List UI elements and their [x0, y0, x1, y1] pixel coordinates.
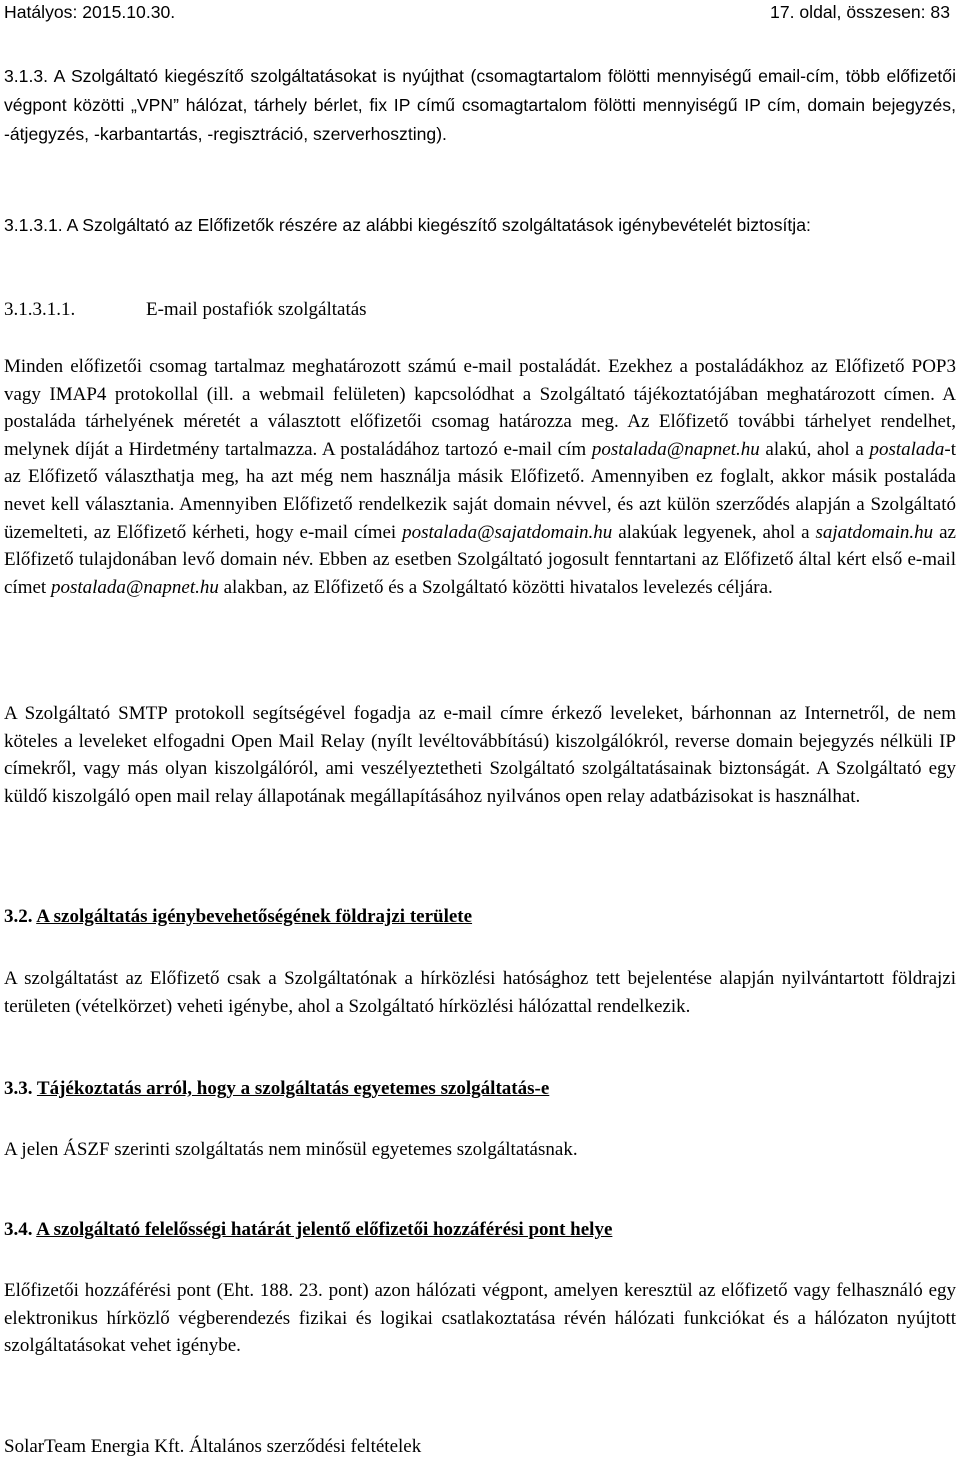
- document-page: [4, 0, 956, 1460]
- text-run: -t az Előfizető választhatja meg, ha azt még nem használja másik Előfizető. Amennyiben ez foglalt, akkor másik postaláda nevet kell választania. Amennyiben Előfizető rendelkezik saját domain névvel, és azt külön szerződés alapján a Szolgáltató üzemelteti, az Előfizető kérheti, hogy e-mail címei: [4, 438, 957, 543]
- subsection-title: E-mail postafiók szolgáltatás: [146, 299, 367, 320]
- email-mailbox-paragraph: [4, 353, 956, 601]
- paragraph-3-1-3-1: [4, 211, 956, 240]
- section-number: 3.4.: [4, 1219, 33, 1240]
- paragraph-3-1-3: [4, 62, 956, 149]
- text-run: az Előfizető tulajdonában levő domain név. Ebben az esetben Szolgáltató jogosult fenntartani az Előfizető által kért első e-mail címet: [4, 521, 956, 598]
- section-3-2-heading: [4, 903, 956, 931]
- domain-example: sajatdomain.hu: [815, 521, 934, 543]
- section-3-4-heading: [4, 1216, 956, 1244]
- paragraph-text: A Szolgáltató kiegészítő szolgáltatásokat is nyújthat (csomagtartalom fölötti mennyiségű email-cím, több előfizetői végpont közötti „VPN” hálózat, tárhely bérlet, fix IP című csomagtartalom fölötti mennyiségű IP cím, domain bejegyzés, -átjegyzés, -karbantartás, -regisztráció, szerverhoszting).: [4, 66, 956, 144]
- section-number: 3.1.3.1.1.: [4, 299, 76, 320]
- email-example: postalada@sajatdomain.hu: [402, 521, 613, 543]
- text-run: alakú, ahol a: [759, 438, 870, 460]
- effective-date: Hatályos: 2015.10.30.: [4, 2, 176, 22]
- section-number: 3.2.: [4, 906, 33, 927]
- document-footer: SolarTeam Energia Kft. Általános szerződési feltételek: [4, 1436, 422, 1457]
- subsection-email-heading: [4, 296, 956, 324]
- smtp-paragraph: A Szolgáltató SMTP protokoll segítségével fogadja az e-mail címre érkező leveleket, bárhonnan az Internetről, de nem köteles a leveleket elfogadni Open Mail Relay (nyílt levéltovábbítású) kiszolgálókról, reverse domain bejegyzés nélküli IP címekről, vagy más olyan kiszolgálóról, ami veszélyeztetheti Szolgáltató szolgáltatásainak biztonságát. A Szolgáltató egy küldő kiszolgáló open mail relay állapotának megállapításához nyilvános open relay adatbázisokat is használhat.: [4, 703, 956, 807]
- email-example: postalada@napnet.hu: [50, 576, 219, 598]
- mailbox-name-example: postalada: [869, 438, 945, 460]
- section-title: A szolgáltatás igénybevehetőségének földrajzi területe: [36, 906, 473, 927]
- section-title: Tájékoztatás arról, hogy a szolgáltatás egyetemes szolgáltatás-e: [36, 1078, 550, 1099]
- text-run: Minden előfizetői csomag tartalmaz meghatározott számú e-mail postaládát. Ezekhez a postaládákhoz az Előfizető POP3 vagy IMAP4 protokollal (ill. a webmail felületen) kapcsolódhat a Szolgáltató tájékoztatójában meghatározott címen. A postaláda tárhelyének méretét a választott előfizetői csomag határozza meg. Az Előfizető további tárhelyet rendelhet, melynek díját a Hirdetmény tartalmazza. A postaládához tartozó e-mail cím: [4, 356, 956, 460]
- section-3-3-text: A jelen ÁSZF szerinti szolgáltatás nem minősül egyetemes szolgáltatásnak.: [4, 1139, 578, 1160]
- section-number: 3.1.3.: [4, 66, 49, 86]
- section-3-4-text: Előfizetői hozzáférési pont (Eht. 188. 23. pont) azon hálózati végpont, amelyen keresztül az előfizető vagy felhasználó egy elektronikus hírközlő végberendezés fizikai és logikai csatlakoztatása révén hálózati funkciókat és a hálózaton nyújtott szolgáltatásokat vehet igénybe.: [4, 1280, 956, 1357]
- section-number: 3.3.: [4, 1078, 33, 1099]
- text-run: alakúak legyenek, ahol a: [612, 521, 816, 543]
- page-number: 17. oldal, összesen: 83: [770, 2, 950, 22]
- email-example: postalada@napnet.hu: [591, 438, 760, 460]
- paragraph-text: A Szolgáltató az Előfizetők részére az alábbi kiegészítő szolgáltatások igénybevételét biztosítja:: [66, 215, 811, 235]
- section-title: A szolgáltató felelősségi határát jelentő előfizetői hozzáférési pont helye: [36, 1219, 613, 1240]
- section-number: 3.1.3.1.: [4, 215, 63, 235]
- section-3-3-heading: [4, 1075, 956, 1103]
- text-run: alakban, az Előfizető és a Szolgáltató közötti hivatalos levelezés céljára.: [218, 576, 773, 598]
- section-3-2-text: A szolgáltatást az Előfizető csak a Szolgáltatónak a hírközlési hatósághoz tett bejelentése alapján nyilvántartott földrajzi területen (vételkörzet) veheti igénybe, ahol a Szolgáltató hírközlési hálózattal rendelkezik.: [4, 968, 956, 1017]
